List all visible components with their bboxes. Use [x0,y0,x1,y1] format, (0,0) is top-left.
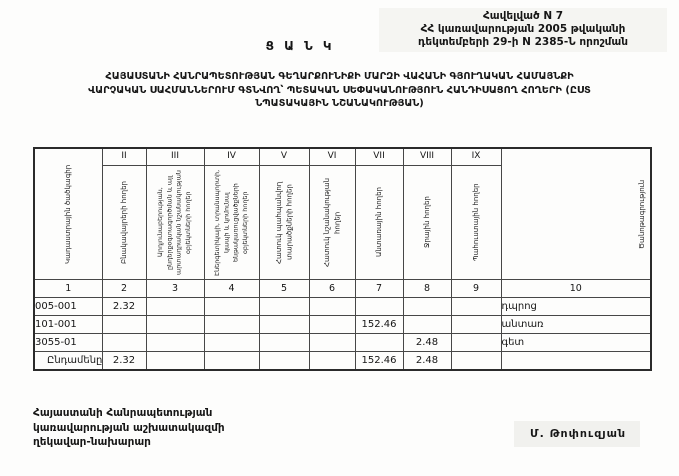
column-roman-numeral: V [260,149,309,166]
value-cell [309,334,355,352]
note-cell: դպրոց [501,298,651,316]
column-label: Էներգետիկայի, տրանսպորտի, կապի և կոմունալ ենթակառուցվածքների օբյեկտների հողեր [212,169,249,276]
note-cell: անտառ [501,316,651,334]
signatory-name: Մ. Թոփուզյան [514,421,640,447]
index-cell: 2 [102,280,146,298]
column-label: Հատուկ պահպանվող տարածքների հողեր [274,181,293,264]
value-cell [309,352,355,371]
table-row [34,334,651,352]
value-cell [451,334,501,352]
cadastral-code-cell: 3055-01 [34,334,102,352]
column-roman-numeral: II [103,149,146,166]
value-cell [204,352,259,371]
value-cell [355,334,403,352]
column-label: Ծանոթագրություն [637,179,646,249]
column-header-industrial-lands [146,148,204,280]
annex-line-3: դեկտեմբերի 29-ի N 2385-Ն որոշման [417,36,629,48]
index-cell: 4 [204,280,259,298]
index-cell: 6 [309,280,355,298]
value-cell [451,298,501,316]
value-cell [146,298,204,316]
column-label: Ջրային հողեր [422,196,431,249]
signatory-title-line-3: ղեկավար-նախարար [33,436,151,448]
column-label: Պահուստային հողեր [471,183,480,262]
signatory-title-line-2: կառավարության աշխատակազմի [33,421,225,434]
column-label: Բնակավայրերի հողեր [119,181,128,264]
index-cell: 7 [355,280,403,298]
column-header-forest-lands [355,148,403,280]
value-cell [403,298,451,316]
value-cell [259,298,309,316]
index-cell: 10 [501,280,651,298]
value-cell: 152.46 [355,316,403,334]
cadastral-code-cell: 101-001 [34,316,102,334]
table-row [34,298,651,316]
column-roman-numeral: IV [205,149,259,166]
value-cell: 2.32 [102,352,146,371]
value-cell [451,352,501,371]
value-cell [204,298,259,316]
table-row [34,316,651,334]
value-cell [309,298,355,316]
value-cell [204,316,259,334]
index-cell: 9 [451,280,501,298]
value-cell [259,334,309,352]
value-cell [355,298,403,316]
column-header-note [501,148,651,280]
value-cell [259,352,309,371]
annex-line-1: Հավելված N 7 [482,10,564,22]
index-cell: 3 [146,280,204,298]
document-subtitle [12,70,667,111]
note-cell: գետ [501,334,651,352]
index-cell: 8 [403,280,451,298]
signatory-title-line-1: Հայաստանի Հանրապետության [33,407,213,419]
value-cell [102,316,146,334]
value-cell [204,334,259,352]
value-cell [451,316,501,334]
value-cell: 2.48 [403,352,451,371]
signatory-title-block [33,406,225,450]
value-cell [102,334,146,352]
note-cell [501,352,651,371]
column-label: Կադաստրային ծածկագիր [64,164,72,264]
total-row [34,352,651,371]
column-header-water-lands [403,148,451,280]
annex-line-2: ՀՀ կառավարության 2005 թվականի [420,23,626,35]
value-cell: 2.32 [102,298,146,316]
cadastral-code-cell: 005-001 [34,298,102,316]
total-label-cell: Ընդամենը [34,352,102,371]
index-row [34,280,651,298]
column-header-special-purpose-lands [309,148,355,280]
value-cell [146,334,204,352]
value-cell [403,316,451,334]
document-title: Ց Ա Ն Կ [265,39,335,53]
header-row [34,148,651,280]
column-label: Հատուկ նշանակության հողեր [322,177,341,268]
column-header-infrastructure-lands [204,148,259,280]
value-cell: 152.46 [355,352,403,371]
value-cell [259,316,309,334]
value-cell [146,316,204,334]
column-roman-numeral: VII [356,149,403,166]
value-cell [309,316,355,334]
column-roman-numeral: VI [310,149,355,166]
column-roman-numeral: IX [452,149,501,166]
index-cell: 1 [34,280,102,298]
column-roman-numeral: III [147,149,204,166]
subtitle-line-3: ՆՊԱՏԱԿԱՅԻՆ ՆՇԱՆԱԿՈՒԹՅԱՆ) [255,98,424,109]
value-cell [146,352,204,371]
column-header-reserve-lands [451,148,501,280]
value-cell: 2.48 [403,334,451,352]
subtitle-line-2: ՎԱՐՉԱԿԱՆ ՍԱՀՄԱՆՆԵՐՈՒՄ ԳՏՆՎՈՂ՝ ՊԵՏԱԿԱՆ ՍԵՓԱԿԱՆՈՒԹՅՈՒՆ ՀԱՆԴԻՍԱՑՈՂ ՀՈՂԵՐԻ (ԸՍՏ [88,84,591,96]
column-header-protected-area-lands [259,148,309,280]
land-categories-table [33,147,652,371]
subtitle-line-1: ՀԱՅԱՍՏԱՆԻ ՀԱՆՐԱՊԵՏՈՒԹՅԱՆ ԳԵՂԱՐՔՈՒՆԻՔԻ ՄԱՐԶԻ ՎԱՀԱՆԻ ԳՅՈՒՂԱԿԱՆ ՀԱՄԱՅՆՔԻ [105,71,574,82]
column-roman-numeral: VIII [404,149,451,166]
column-label: Անտառային հողեր [374,187,383,258]
column-header-settlement-lands [102,148,146,280]
index-cell: 5 [259,280,309,298]
column-header-cadastral-code [34,148,102,280]
column-label: Արդյունաբերության, ընդերքօգտագործման և այլ արտադրական նշանակության օբյեկտների հողեր [156,170,193,275]
